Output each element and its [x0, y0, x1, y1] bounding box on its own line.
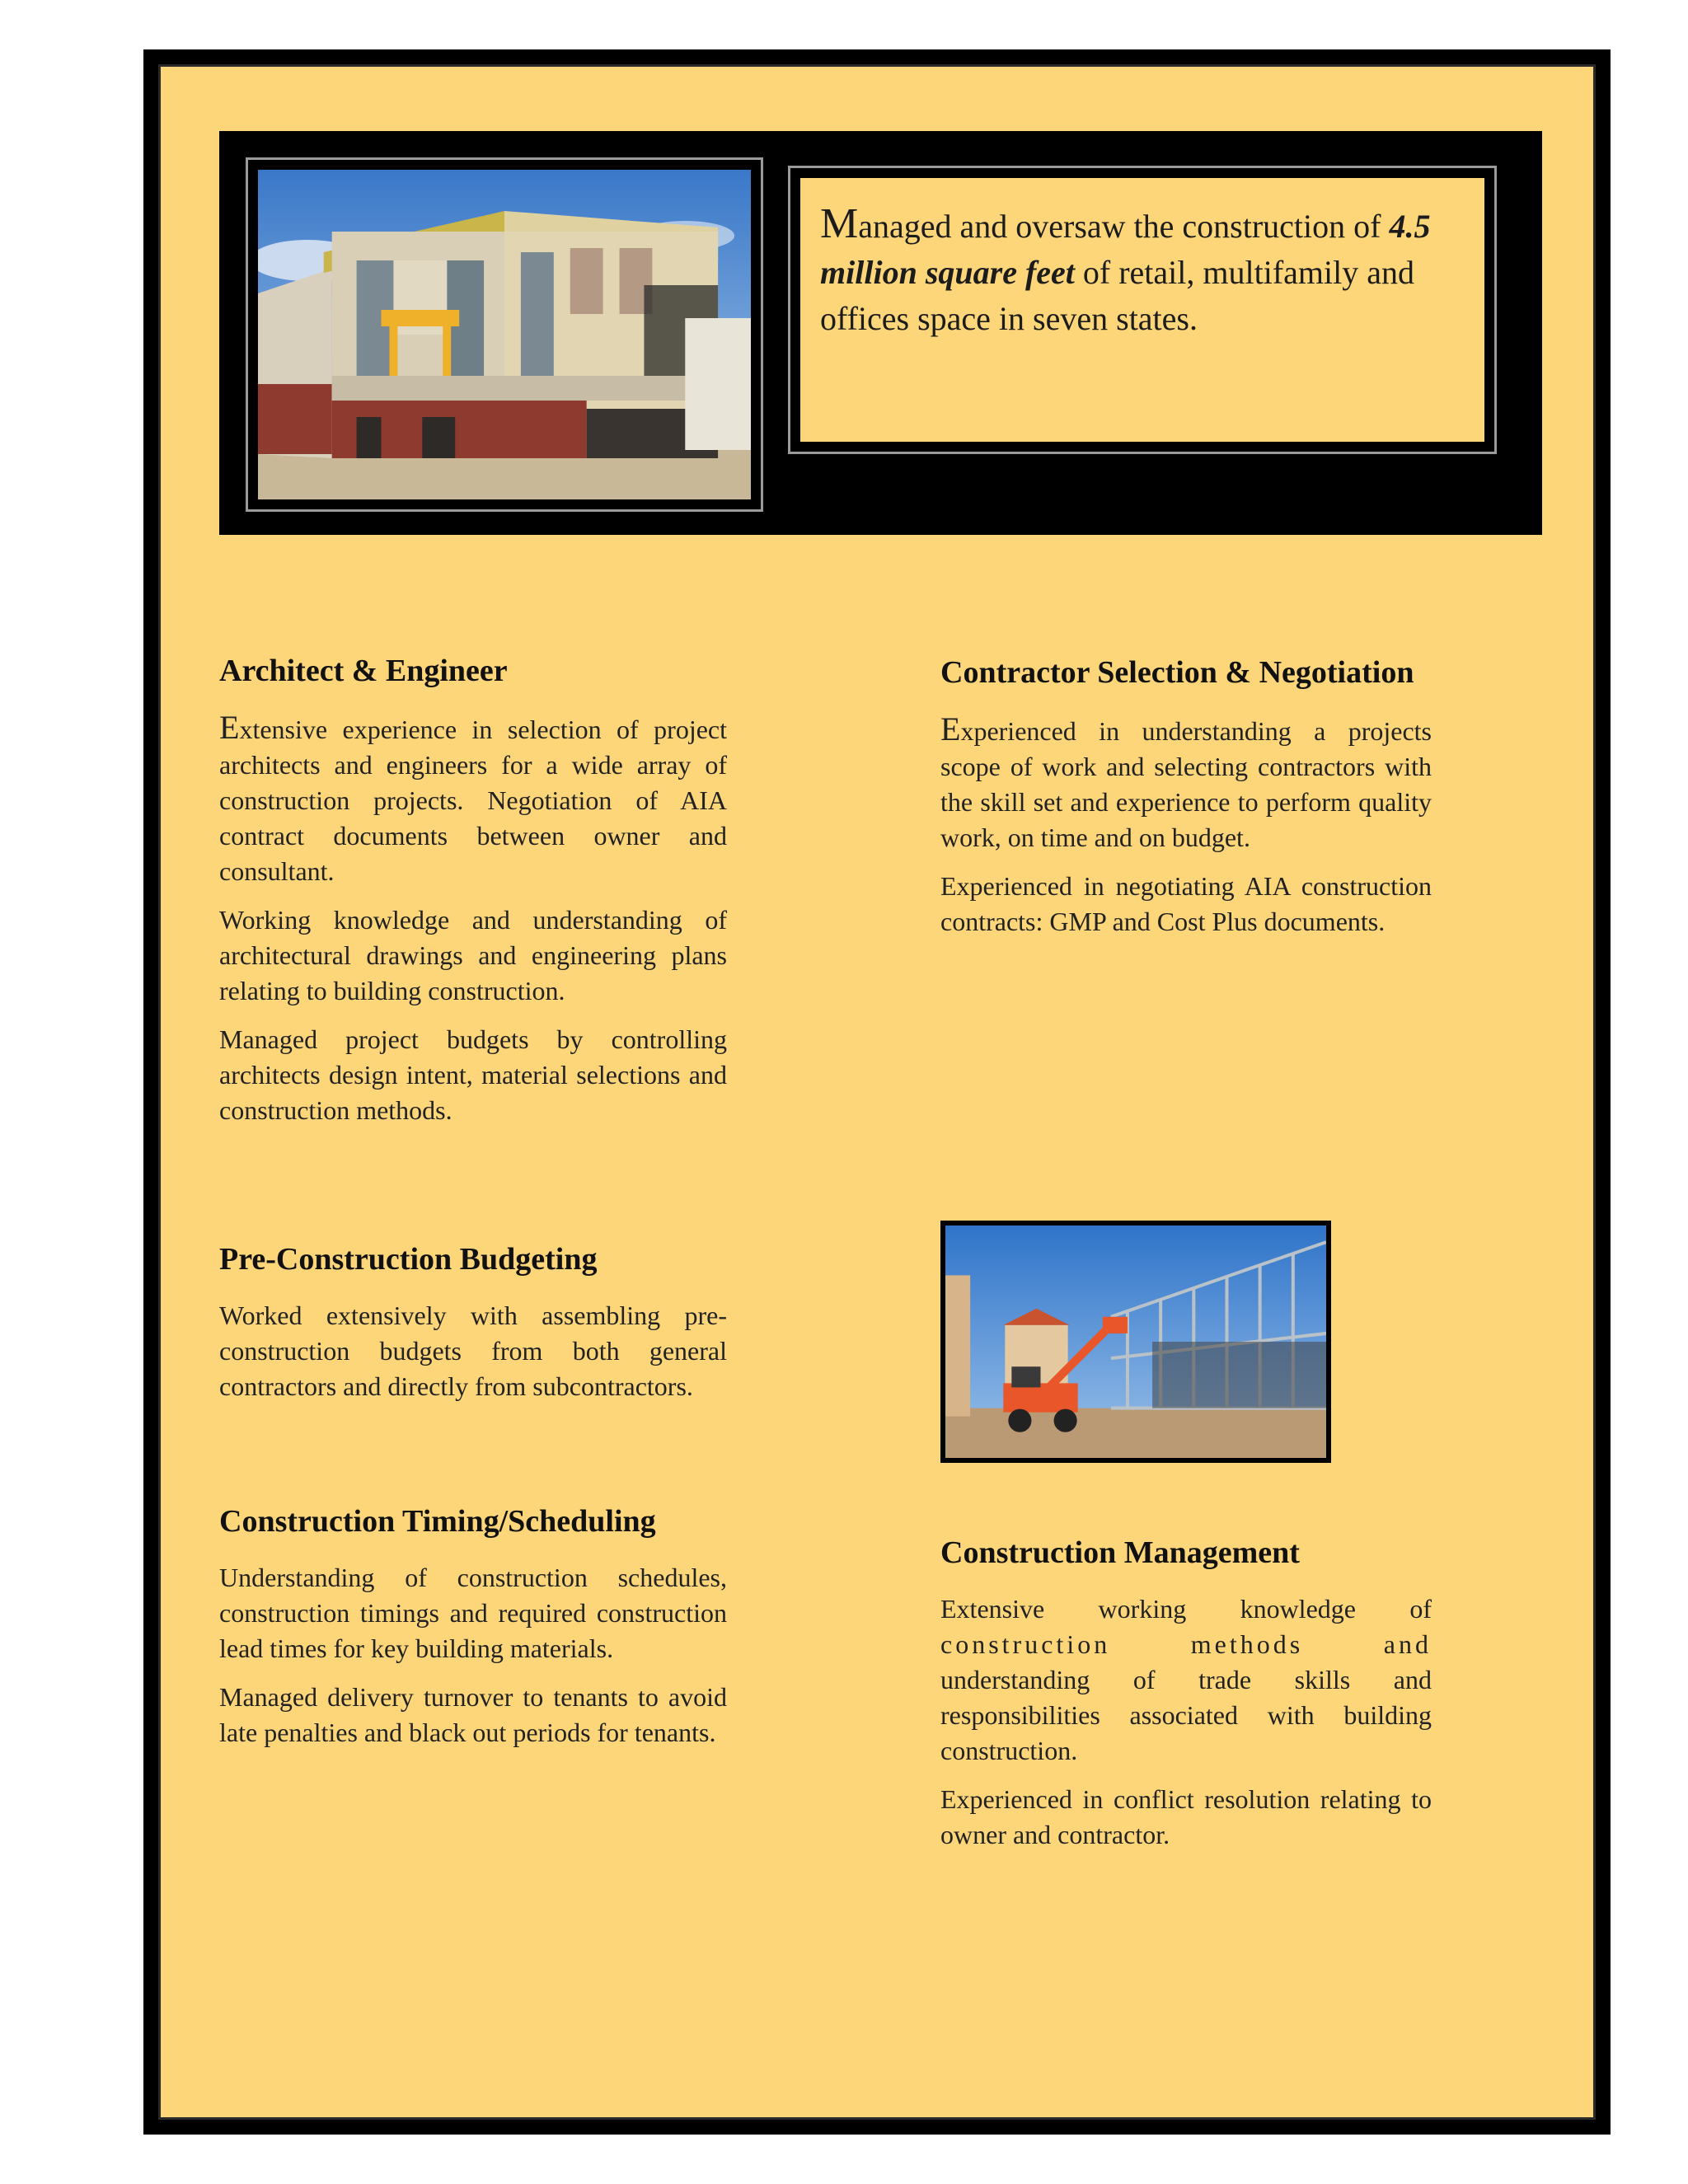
- architect-p1-first-letter: E: [219, 709, 240, 746]
- highlight-quote-frame: [788, 166, 1497, 454]
- contractor-selection-section: [940, 650, 1432, 953]
- construction-site-photo-frame: [940, 1221, 1331, 1463]
- building-photo-frame: [246, 157, 763, 512]
- quote-part1: anaged and oversaw the construction of: [858, 208, 1390, 245]
- page-frame: [143, 49, 1611, 2135]
- construction-management-p1: [940, 1591, 1432, 1769]
- quote-first-letter: M: [820, 200, 859, 247]
- timing-scheduling-title: Construction Timing/Scheduling: [219, 1504, 656, 1539]
- contractor-selection-p2: Experienced in negotiating AIA construction contracts: GMP and Cost Plus documents.: [940, 871, 1432, 936]
- steel-frame-construction-site-photo-icon: [945, 1226, 1326, 1458]
- content-panel: [158, 64, 1596, 2120]
- architect-p1-text: xtensive experience in selection of project architects and engineers for a wide array of construction projects. Negotiation of AIA contract documents between owner and consultant.: [219, 715, 727, 886]
- header-banner: [219, 131, 1542, 535]
- architect-engineer-p3: Managed project budgets by controlling architects design intent, material selections and construction methods.: [219, 1024, 727, 1125]
- construction-management-title: Construction Management: [940, 1535, 1300, 1570]
- building-under-construction-photo-icon: [258, 170, 751, 499]
- timing-scheduling-p2: Managed delivery turnover to tenants to avoid late penalties and black out periods for tenants.: [219, 1682, 727, 1747]
- architect-engineer-p2: Working knowledge and understanding of architectural drawings and engineering plans relating to building construction.: [219, 905, 727, 1005]
- architect-engineer-title: Architect & Engineer: [219, 654, 508, 688]
- pre-construction-section: [219, 1237, 727, 1418]
- management-p1-c: understanding of trade skills and responsibilities associated with building construction.: [940, 1665, 1432, 1765]
- quote-part2: of retail, multifamily and offices space in seven states.: [820, 254, 1414, 337]
- management-p1-b: construction methods and: [940, 1629, 1432, 1659]
- architect-engineer-section: [219, 649, 727, 1141]
- management-p1-a: Extensive working knowledge of: [940, 1594, 1432, 1624]
- quote-emphasis: 4.5 million square feet: [820, 208, 1431, 291]
- highlight-quote: [800, 178, 1484, 442]
- timing-scheduling-p1: Understanding of construction schedules, construction timings and required construction lead times for key building materials.: [219, 1563, 727, 1663]
- contractor-selection-title: Contractor Selection & Negotiation: [940, 655, 1414, 690]
- contractor-p1-first-letter: E: [940, 710, 961, 748]
- pre-construction-p1: Worked extensively with assembling pre-construction budgets from both general contractors and directly from subcontractors.: [219, 1301, 727, 1401]
- construction-management-section: [940, 1530, 1432, 1866]
- timing-scheduling-section: [219, 1499, 727, 1764]
- contractor-p1-text: xperienced in understanding a projects scope of work and selecting contractors with the skill set and experience to perform quality work, on time and on budget.: [940, 716, 1432, 852]
- construction-management-p2: Experienced in conflict resolution relating to owner and contractor.: [940, 1784, 1432, 1849]
- contractor-selection-p1: [940, 711, 1432, 855]
- architect-engineer-p1: [219, 710, 727, 889]
- pre-construction-title: Pre-Construction Budgeting: [219, 1242, 598, 1277]
